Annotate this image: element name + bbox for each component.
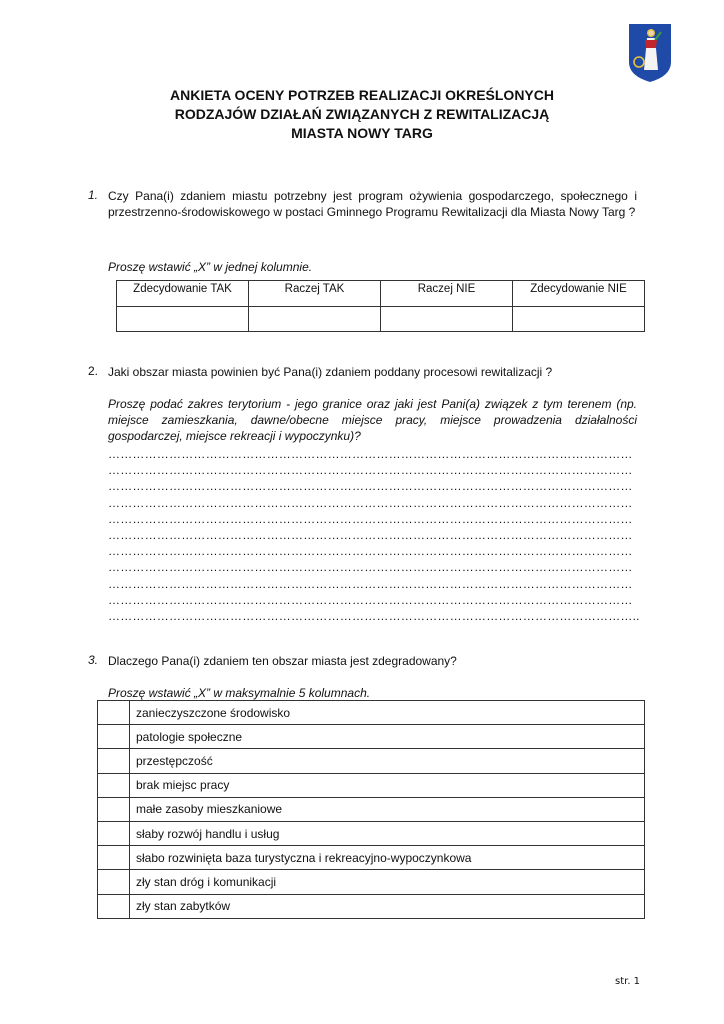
checkbox-cell[interactable] xyxy=(98,870,130,894)
checkbox-cell[interactable] xyxy=(98,846,130,870)
answer-cell[interactable] xyxy=(249,307,381,332)
question-1-instruction: Proszę wstawić „X” w jednej kolumnie. xyxy=(108,260,313,274)
question-2-text: Jaki obszar miasta powinien być Pana(i) zdaniem poddany procesowi rewitalizacji ? xyxy=(108,365,553,379)
answer-dotted-line[interactable]: ………………………………………………………………………………………………………………….. xyxy=(108,609,640,623)
answer-dotted-line[interactable]: ………………………………………………………………………………………………………………… xyxy=(108,560,633,575)
option-label: słaby rozwój handlu i usług xyxy=(130,821,645,845)
option-row xyxy=(98,725,645,749)
checkbox-cell[interactable] xyxy=(98,749,130,773)
page-number: str. 1 xyxy=(615,976,641,987)
option-label: patologie społeczne xyxy=(130,725,645,749)
checkbox-cell[interactable] xyxy=(98,821,130,845)
option-label: zanieczyszczone środowisko xyxy=(130,701,645,725)
option-row xyxy=(98,797,645,821)
title-line: MIASTA NOWY TARG xyxy=(291,125,433,141)
option-row xyxy=(98,701,645,725)
option-row xyxy=(98,894,645,918)
answer-dotted-line[interactable]: ………………………………………………………………………………………………………………… xyxy=(108,479,633,494)
question-2-number: 2. xyxy=(88,364,99,378)
option-label: małe zasoby mieszkaniowe xyxy=(130,797,645,821)
option-row xyxy=(98,870,645,894)
city-coat-of-arms-logo xyxy=(627,22,673,84)
answer-dotted-line[interactable]: ………………………………………………………………………………………………………………… xyxy=(108,495,633,510)
question-2-instruction: Proszę podać zakres terytorium - jego granice oraz jaki jest Pani(a) związek z tym terenem (np. miejsce zamieszkania, dawne/obecne miejsce pracy, miejsce prowadzenia działalności gospodarczej, miejsce rekreacji i wypoczynku)? xyxy=(108,397,637,443)
question-1-answer-table xyxy=(116,280,645,332)
answer-dotted-line[interactable]: ………………………………………………………………………………………………………………… xyxy=(108,576,633,591)
column-header: Raczej TAK xyxy=(249,281,381,307)
checkbox-cell[interactable] xyxy=(98,797,130,821)
question-1-text: Czy Pana(i) zdaniem miastu potrzebny jest program ożywienia gospodarczego, społecznego i przestrzenno-środowiskowego w postaci Gminnego Programu Rewitalizacji dla Miasta Nowy Targ ? xyxy=(108,189,637,219)
answer-dotted-line[interactable]: ………………………………………………………………………………………………………………… xyxy=(108,592,633,607)
question-3-instruction: Proszę wstawić „X” w maksymalnie 5 kolumnach. xyxy=(108,686,371,700)
option-row xyxy=(98,749,645,773)
option-label: zły stan zabytków xyxy=(130,894,645,918)
option-label: przestępczość xyxy=(130,749,645,773)
checkbox-cell[interactable] xyxy=(98,725,130,749)
answer-cell[interactable] xyxy=(117,307,249,332)
column-header: Zdecydowanie NIE xyxy=(513,281,645,307)
answer-dotted-line[interactable]: ………………………………………………………………………………………………………………… xyxy=(108,511,633,526)
document-title xyxy=(100,86,624,143)
option-row xyxy=(98,846,645,870)
column-header: Zdecydowanie TAK xyxy=(117,281,249,307)
option-row xyxy=(98,821,645,845)
title-line: ANKIETA OCENY POTRZEB REALIZACJI OKREŚLONYCH xyxy=(170,87,554,103)
answer-dotted-line[interactable]: ………………………………………………………………………………………………………………… xyxy=(108,528,633,542)
option-label: brak miejsc pracy xyxy=(130,773,645,797)
column-header: Raczej NIE xyxy=(381,281,513,307)
checkbox-cell[interactable] xyxy=(98,701,130,725)
checkbox-cell[interactable] xyxy=(98,773,130,797)
answer-cell[interactable] xyxy=(381,307,513,332)
answer-dotted-line[interactable]: ………………………………………………………………………………………………………………… xyxy=(108,463,633,478)
answer-dotted-line[interactable]: ………………………………………………………………………………………………………………… xyxy=(108,544,633,559)
option-label: zły stan dróg i komunikacji xyxy=(130,870,645,894)
question-3-text: Dlaczego Pana(i) zdaniem ten obszar miasta jest zdegradowany? xyxy=(108,654,457,668)
question-3-number: 3. xyxy=(88,653,99,667)
option-row xyxy=(98,773,645,797)
question-1-number: 1. xyxy=(88,188,99,202)
title-line: RODZAJÓW DZIAŁAŃ ZWIĄZANYCH Z REWITALIZACJĄ xyxy=(174,106,550,122)
question-3-options-table xyxy=(97,700,645,919)
answer-cell[interactable] xyxy=(513,307,645,332)
answer-dotted-line[interactable]: ………………………………………………………………………………………………………………… xyxy=(108,447,633,461)
option-label: słabo rozwinięta baza turystyczna i rekreacyjno-wypoczynkowa xyxy=(130,846,645,870)
checkbox-cell[interactable] xyxy=(98,894,130,918)
